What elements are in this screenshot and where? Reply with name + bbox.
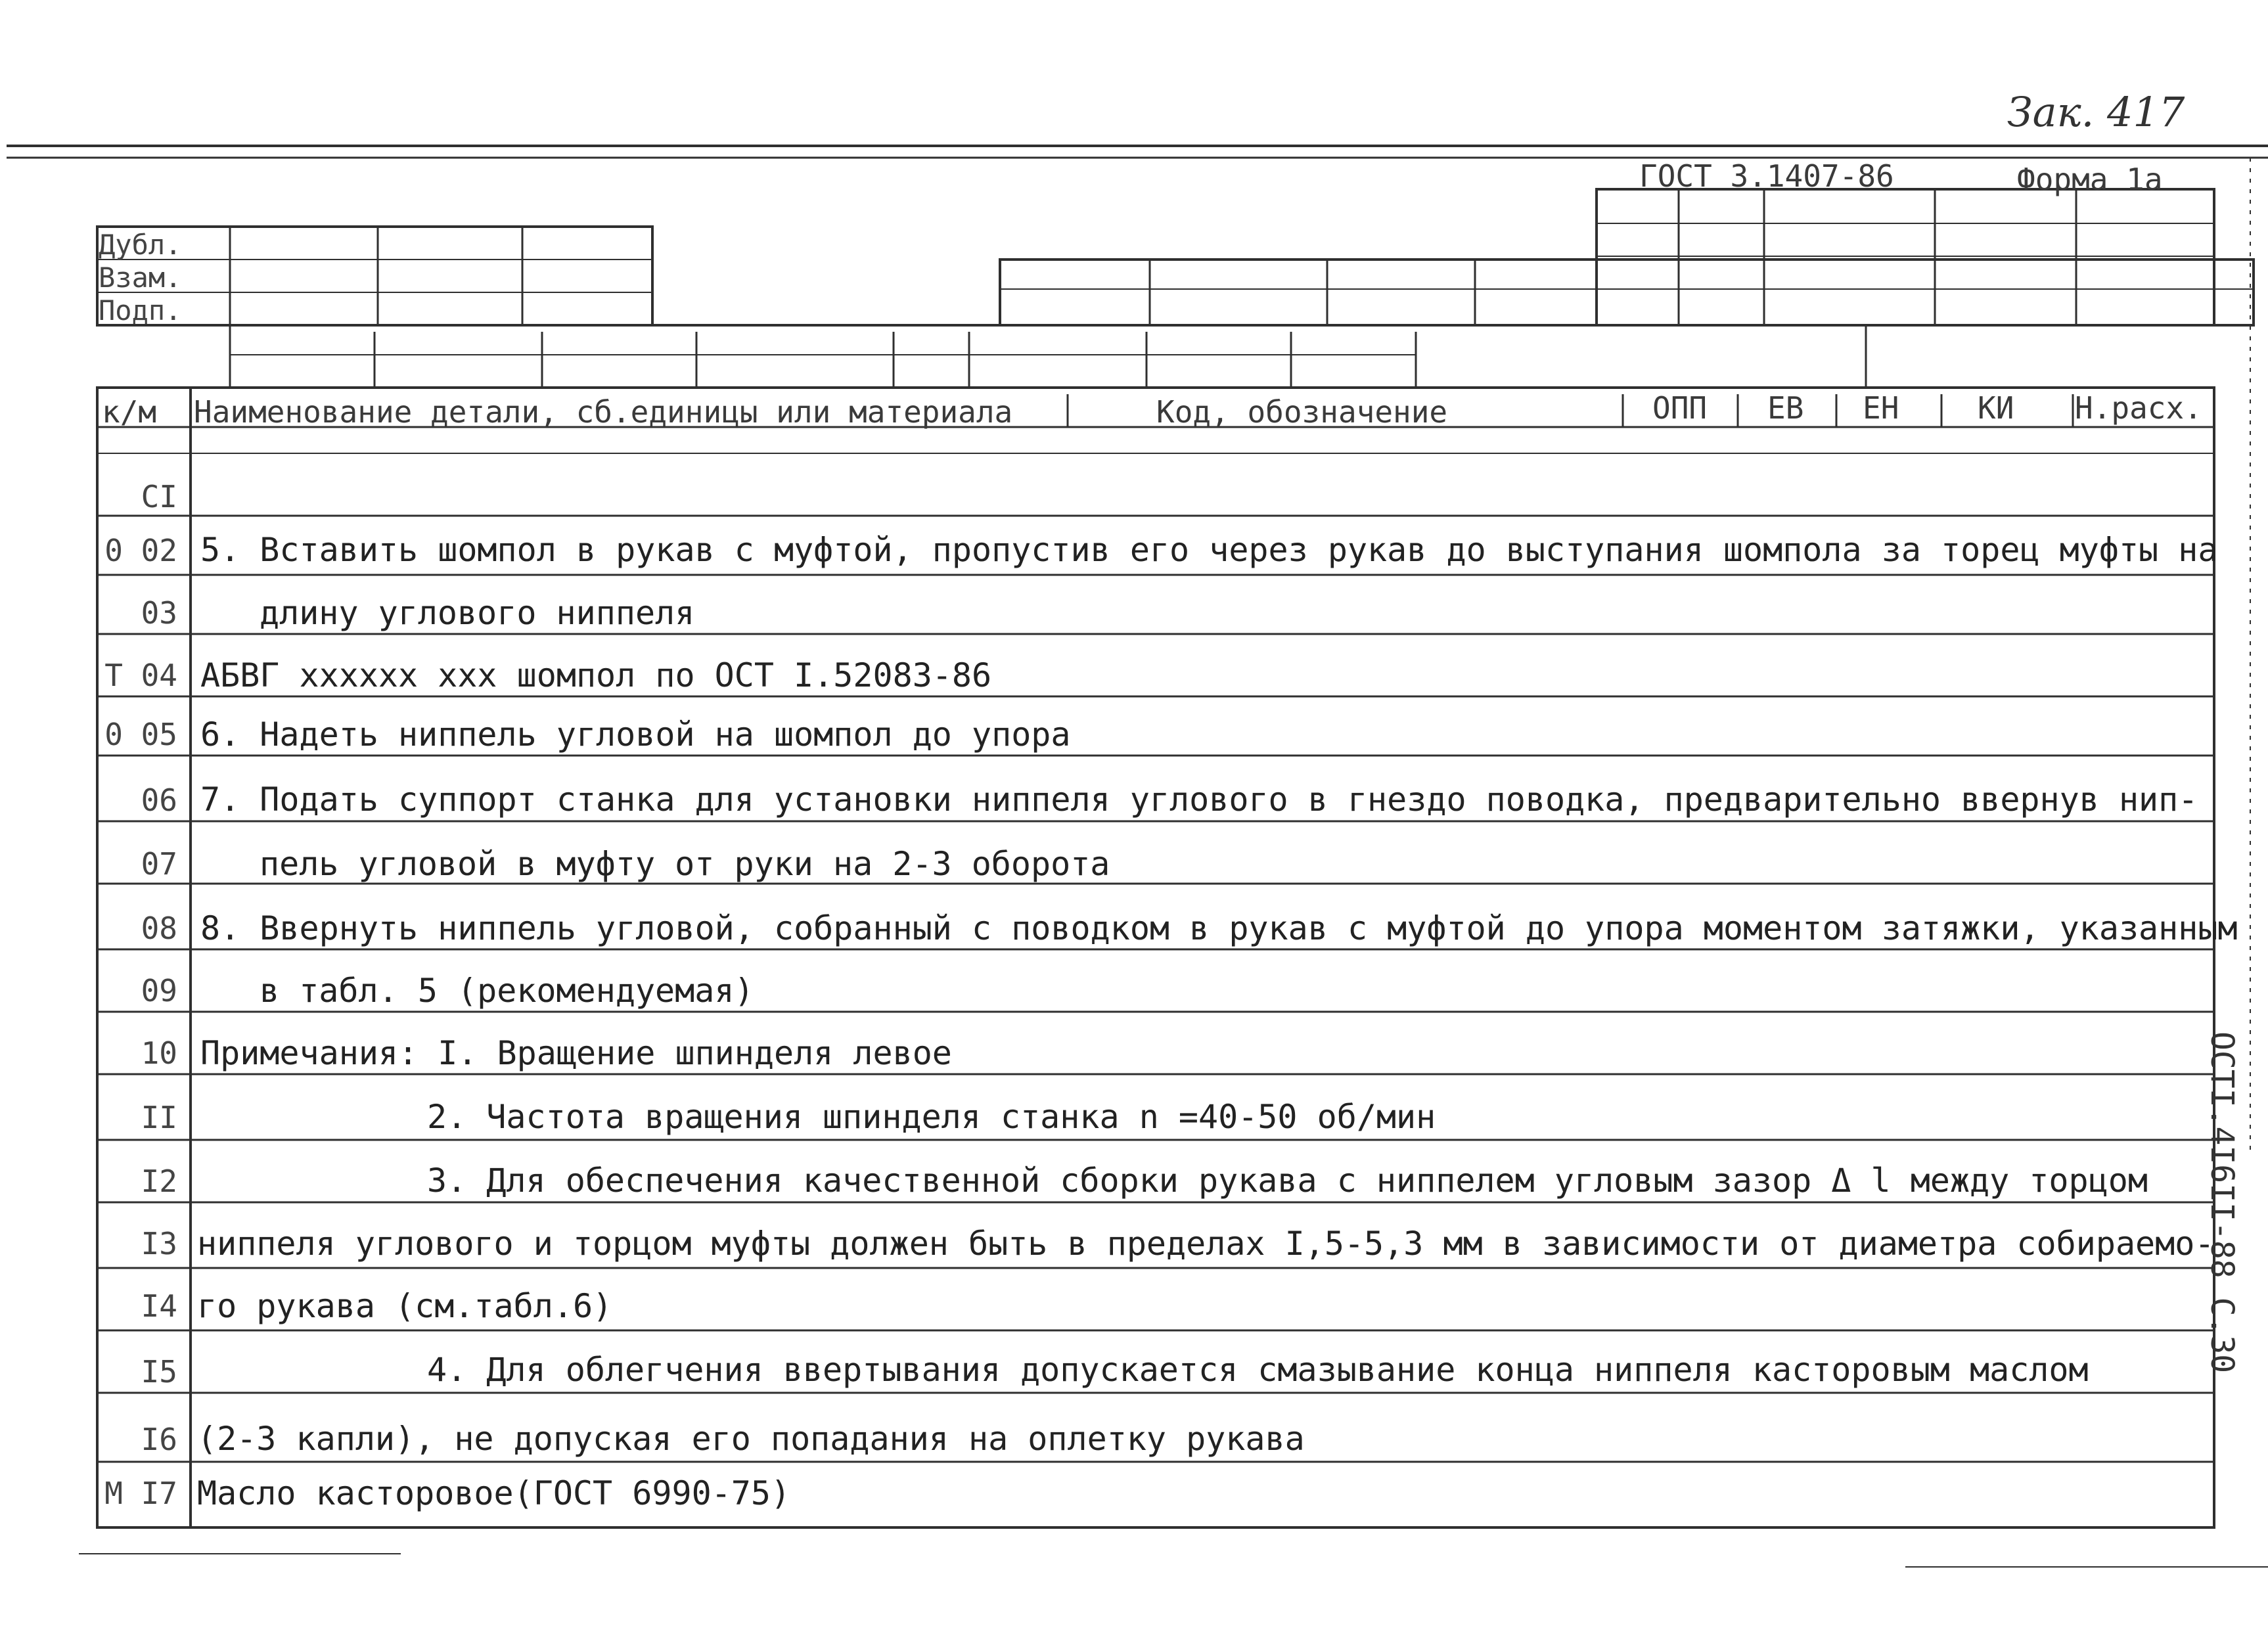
row-number: I3 — [141, 1226, 177, 1261]
row-text: 4. Для облегчения ввертывания допускается смазывание конца ниппеля касторовым маслом — [427, 1351, 2089, 1389]
row-number: 03 — [141, 595, 177, 631]
row-text: 8. Ввернуть ниппель угловой, собранный с поводком в рукав с муфтой до упора моментом затяжки, указанным — [200, 909, 2238, 947]
row-number: 06 — [141, 782, 177, 818]
handwritten-order-mark: Зак. 417 — [2007, 88, 2185, 136]
label-podp: Подп. — [99, 294, 182, 327]
row-text: ниппеля углового и торцом муфты должен быть в пределах I,5-5,3 мм в зависимости от диаметра собираемо- — [197, 1225, 2215, 1263]
row-number: 0 02 — [104, 533, 177, 568]
row-number: I2 — [141, 1164, 177, 1199]
row-number: I6 — [141, 1422, 177, 1457]
row-number: 0 05 — [104, 717, 177, 752]
row-text: Масло касторовое(ГОСТ 6990-75) — [197, 1474, 791, 1512]
row-text: 6. Надеть ниппель угловой на шомпол до упора — [200, 715, 1071, 754]
row-text: пель угловой в муфту от руки на 2-3 оборота — [260, 845, 1110, 883]
row-text: (2-3 капли), не допуская его попадания на оплетку рукава — [197, 1420, 1305, 1458]
col-header-code: Код, обозначение — [1156, 394, 1448, 430]
col-header-en: ЕН — [1863, 390, 1899, 426]
row-number: II — [141, 1100, 177, 1135]
row-text: 5. Вставить шомпол в рукав с муфтой, пропустив его через рукав до выступания шомпола за торец муфты на — [200, 531, 2218, 569]
col-header-ev: ЕВ — [1767, 390, 1804, 426]
row-text: 2. Частота вращения шпинделя станка n =40-50 об/мин — [427, 1098, 1436, 1136]
row-number: CI — [141, 479, 177, 514]
form-number: Форма 1а — [2017, 162, 2163, 197]
row-text: 3. Для обеспечения качественной сборки рукава с ниппелем угловым зазор Δ l между торцом — [427, 1162, 2148, 1200]
row-text: Примечания: I. Вращение шпинделя левое — [200, 1034, 952, 1072]
row-number: 07 — [141, 846, 177, 882]
row-number: I5 — [141, 1354, 177, 1390]
row-text: 7. Подать суппорт станка для установки ниппеля углового в гнездо поводка, предварительно ввернув нип- — [200, 780, 2198, 819]
row-number: 08 — [141, 911, 177, 946]
row-number: 09 — [141, 973, 177, 1008]
row-number: М I7 — [104, 1476, 177, 1511]
row-number: I4 — [141, 1288, 177, 1324]
document-code: ОСТI.4I6II-88 С.30 — [2204, 1031, 2240, 1374]
row-text: го рукава (см.табл.6) — [197, 1287, 613, 1325]
row-text: длину углового ниппеля — [260, 594, 695, 632]
row-text: АБВГ xxxxxx xxx шомпол по ОСТ I.52083-86 — [200, 656, 992, 694]
col-header-name: Наименование детали, сб.единицы или материала — [194, 394, 1013, 430]
label-dubl: Дубл. — [99, 229, 182, 261]
col-header-nrash: Н.расх. — [2075, 390, 2202, 426]
col-header-opp: ОПП — [1652, 390, 1708, 426]
label-vzam: Взам. — [99, 261, 182, 294]
col-header-ki: КИ — [1978, 390, 2014, 426]
gost-standard: ГОСТ 3.1407-86 — [1639, 158, 1894, 194]
row-number: 10 — [141, 1035, 177, 1071]
row-text: в табл. 5 (рекомендуемая) — [260, 972, 754, 1010]
col-header-km: к/м — [102, 394, 157, 430]
row-number: Т 04 — [104, 658, 177, 693]
